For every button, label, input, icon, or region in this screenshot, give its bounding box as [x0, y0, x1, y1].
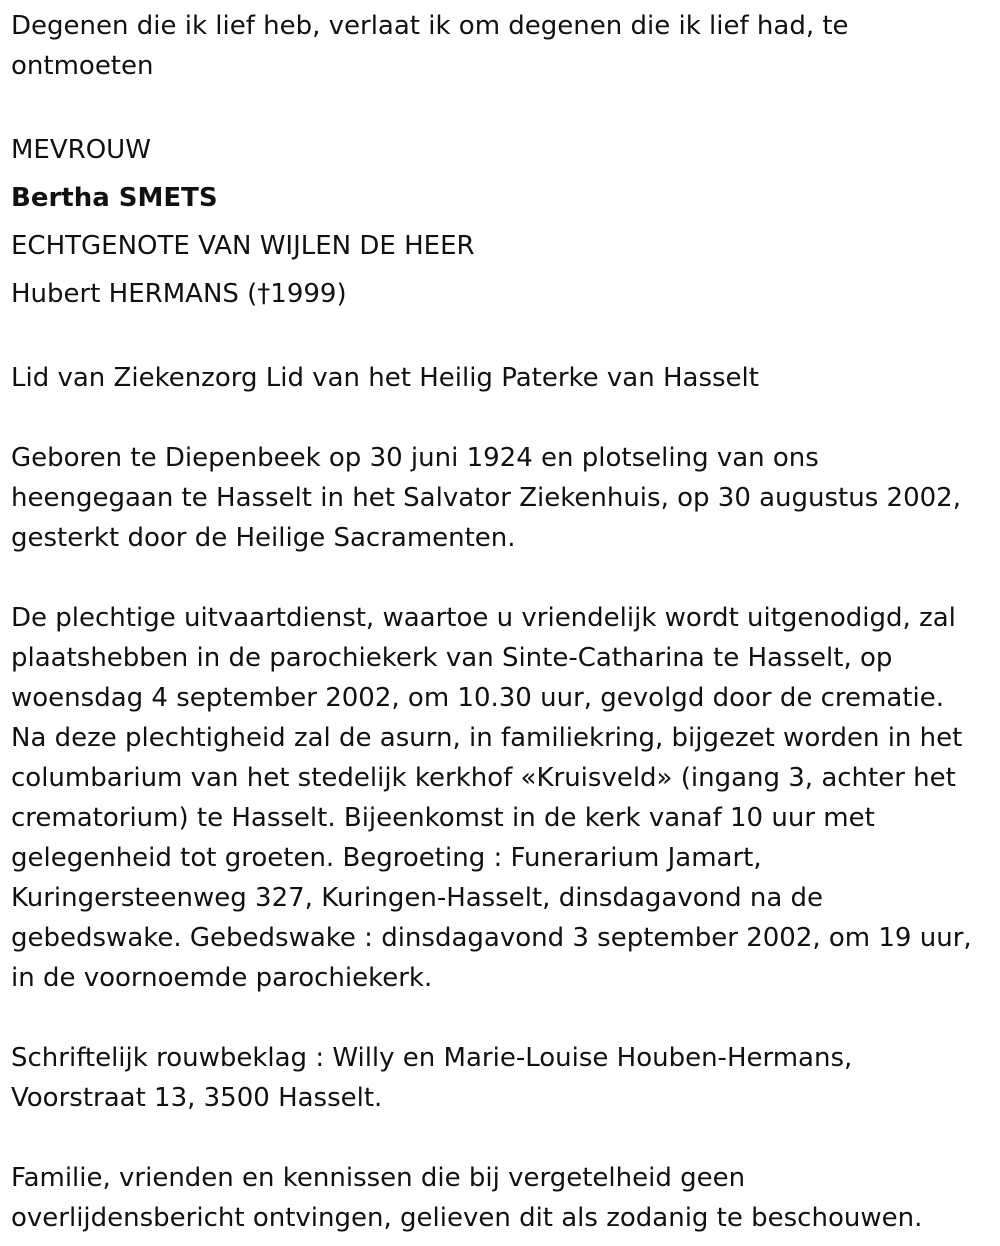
spacer [11, 86, 986, 126]
deceased-name: Bertha SMETS [11, 183, 218, 213]
spacer [11, 398, 986, 438]
spacer [11, 1118, 986, 1158]
spacer [11, 558, 986, 598]
closing-paragraph: Familie, vrienden en kennissen die bij vergetelheid geen overlijdensbericht ontvingen, gelieven dit als zodanig te beschouwen. [11, 1163, 923, 1233]
memberships: Lid van Ziekenzorg Lid van het Heilig Paterke van Hasselt [11, 363, 759, 393]
spacer [11, 318, 986, 358]
obituary-document [11, 6, 986, 1238]
title-prefix: MEVROUW [11, 135, 151, 165]
condolence-paragraph: Schriftelijk rouwbeklag : Willy en Marie-Louise Houben-Hermans, Voorstraat 13, 3500 Hasselt. [11, 1043, 853, 1113]
epigraph: Degenen die ik lief heb, verlaat ik om degenen die ik lief had, te ontmoeten [11, 11, 849, 81]
ceremony-paragraph: De plechtige uitvaartdienst, waartoe u vriendelijk wordt uitgenodigd, zal plaatshebben in de parochiekerk van Sinte-Catharina te Hasselt, op woensdag 4 september 2002, om 10.30 uur, gevolgd door de crematie. Na deze plechtigheid zal de asurn, in familiekring, bijgezet worden in het columbarium van het stedelijk kerkhof «Kruisveld» (ingang 3, achter het crematorium) te Hasselt. Bijeenkomst in de kerk vanaf 10 uur met gelegenheid tot groeten. Begroeting : Funerarium Jamart, Kuringersteenweg 327, Kuringen-Hasselt, dinsdagavond na de gebedswake. Gebedswake : dinsdagavond 3 september 2002, om 19 uur, in de voornoemde parochiekerk. [11, 603, 972, 993]
spouse-label: ECHTGENOTE VAN WIJLEN DE HEER [11, 231, 475, 261]
spouse-name: Hubert HERMANS (†1999) [11, 279, 347, 309]
spacer [11, 998, 986, 1038]
birth-death-paragraph: Geboren te Diepenbeek op 30 juni 1924 en plotseling van ons heengegaan te Hasselt in het Salvator Ziekenhuis, op 30 augustus 2002, gesterkt door de Heilige Sacramenten. [11, 443, 961, 553]
